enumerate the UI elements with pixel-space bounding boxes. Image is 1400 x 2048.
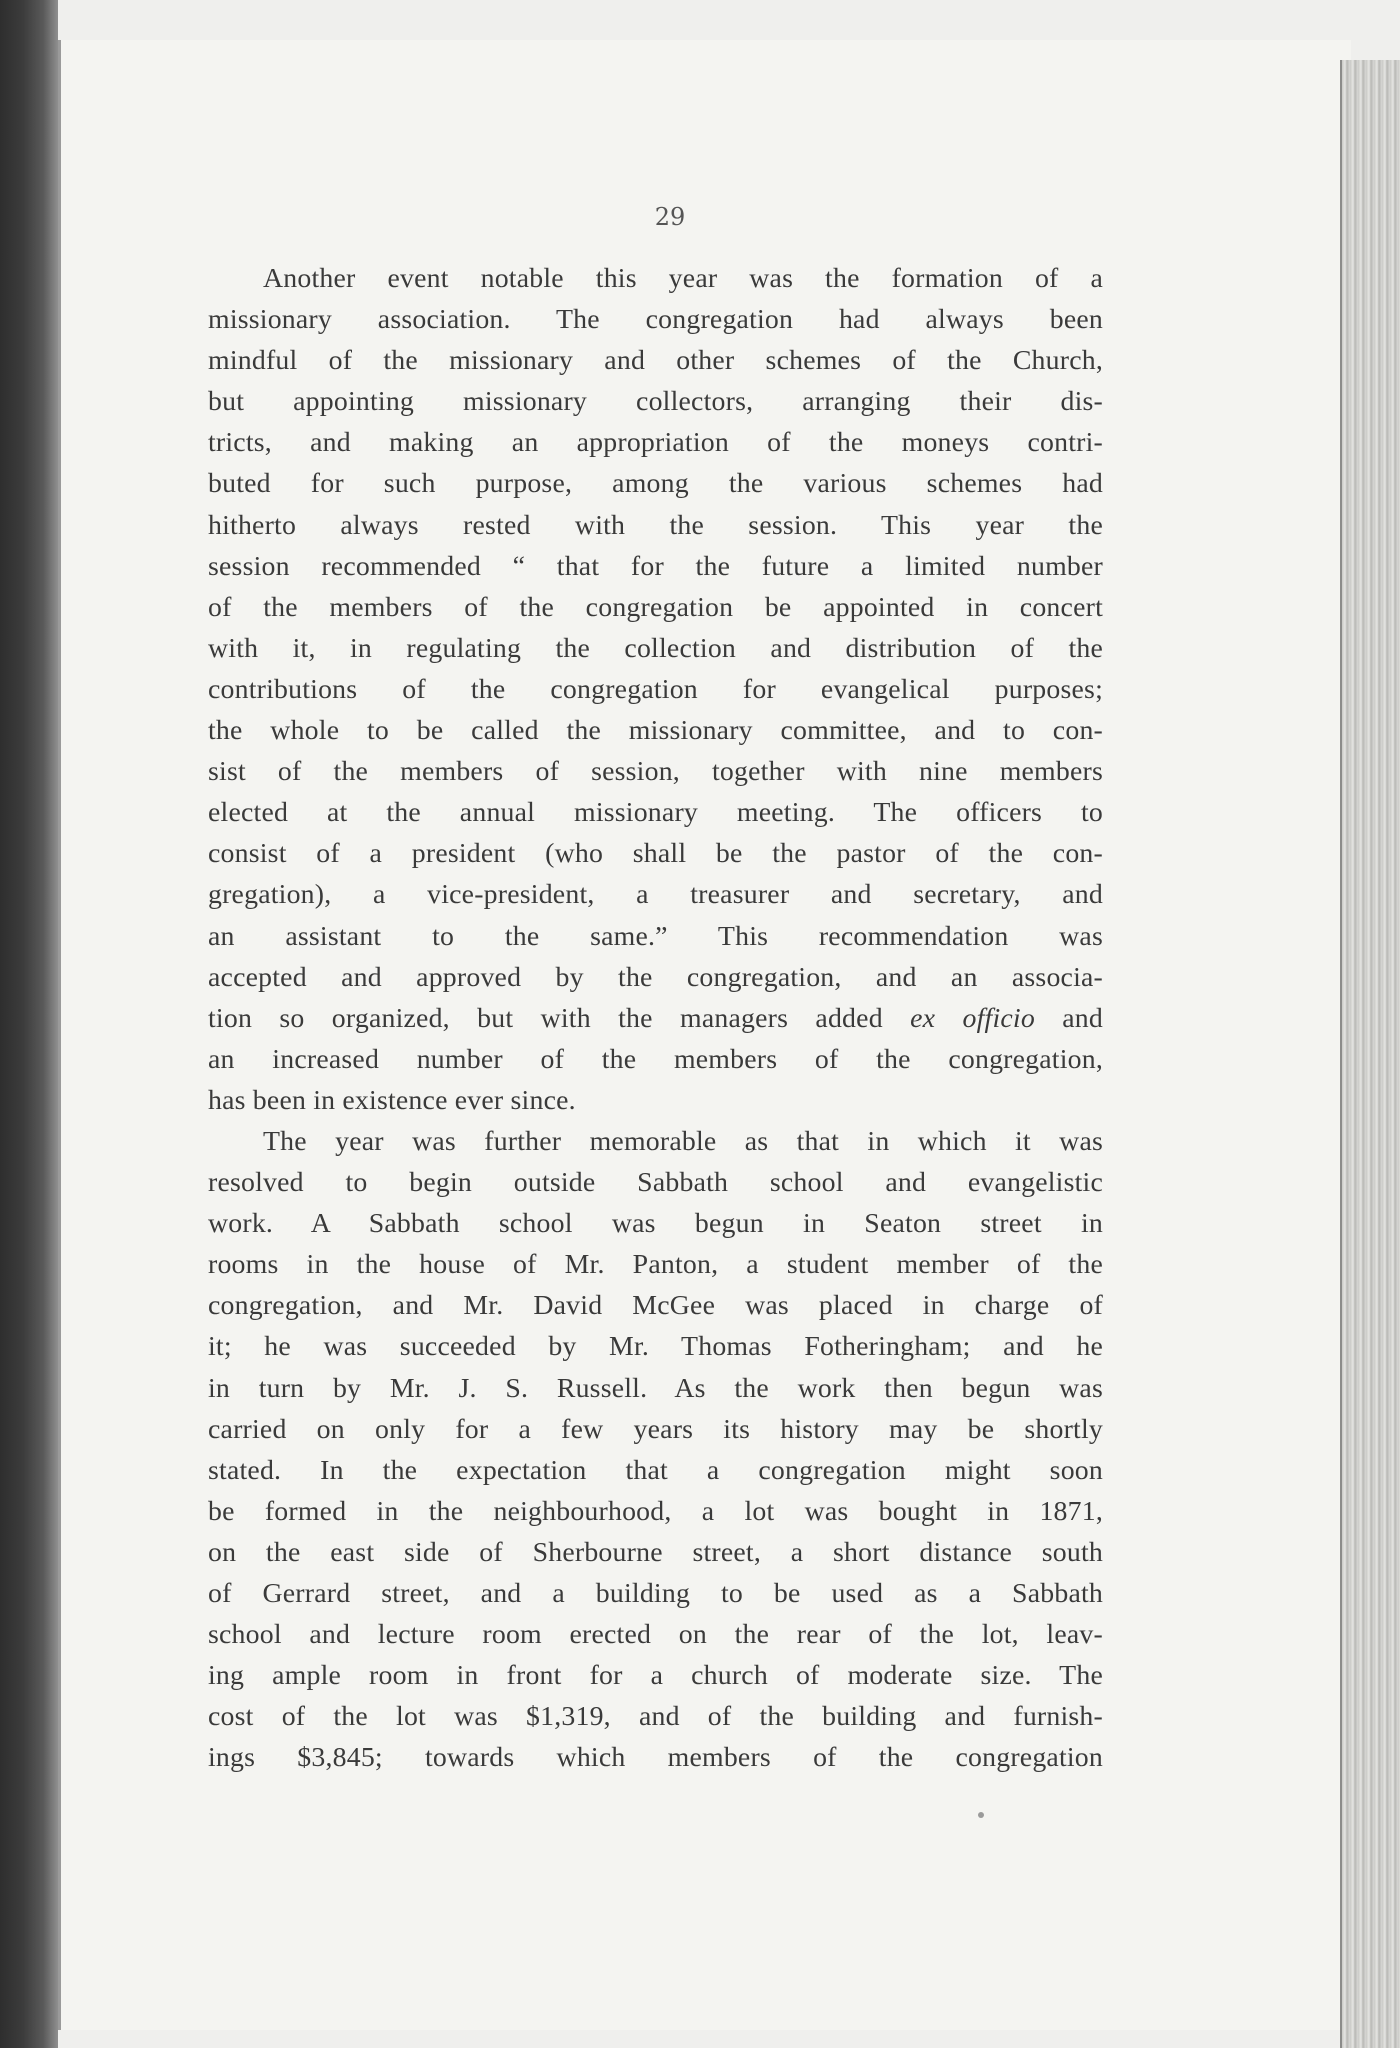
text-line: ings $3,845; towards which members of the congregation bbox=[208, 1742, 1103, 1774]
text-line: an increased number of the members of the congregation, bbox=[208, 1043, 1103, 1075]
body-text bbox=[208, 258, 1103, 1778]
text-line: stated. In the expectation that a congregation might soon bbox=[208, 1454, 1103, 1486]
text-line: of Gerrard street, and a building to be used as a Sabbath bbox=[208, 1578, 1103, 1609]
text-line: tricts, and making an appropriation of the moneys contri- bbox=[208, 427, 1103, 459]
text-fragment: tion so organized, but with the managers added bbox=[208, 1002, 911, 1034]
scan-speck bbox=[978, 1812, 984, 1818]
text-line: the whole to be called the missionary committee, and to con- bbox=[208, 715, 1103, 747]
text-line: an assistant to the same.” This recommendation was bbox=[208, 920, 1103, 952]
text-line: but appointing missionary collectors, arranging their dis- bbox=[208, 386, 1103, 418]
text-line: rooms in the house of Mr. Panton, a student member of the bbox=[208, 1249, 1103, 1281]
text-line: work. A Sabbath school was begun in Seaton street in bbox=[208, 1208, 1103, 1240]
text-line: school and lecture room erected on the rear of the lot, leav- bbox=[208, 1619, 1103, 1651]
text-line: ing ample room in front for a church of moderate size. The bbox=[208, 1660, 1103, 1692]
text-line: gregation), a vice-president, a treasurer and secretary, and bbox=[208, 879, 1103, 911]
text-line: sist of the members of session, together with nine members bbox=[208, 756, 1103, 788]
text-line: mindful of the missionary and other schemes of the Church, bbox=[208, 345, 1103, 377]
italic-term: ex officio bbox=[910, 1002, 1035, 1034]
text-line: has been in existence ever since. bbox=[208, 1084, 576, 1116]
text-line: accepted and approved by the congregation, and an associa- bbox=[208, 961, 1103, 993]
text-line: hitherto always rested with the session. This year the bbox=[208, 509, 1103, 541]
text-line: in turn by Mr. J. S. Russell. As the work then begun was bbox=[208, 1372, 1103, 1404]
text-line: on the east side of Sherbourne street, a short distance south bbox=[208, 1536, 1103, 1568]
text-line: The year was further memorable as that in which it was bbox=[263, 1125, 1103, 1157]
binding-gutter bbox=[0, 0, 58, 2048]
text-line: session recommended “ that for the future a limited number bbox=[208, 550, 1103, 582]
text-line: elected at the annual missionary meeting. The officers to bbox=[208, 797, 1103, 829]
text-line: with it, in regulating the collection and distribution of the bbox=[208, 632, 1103, 664]
text-line: carried on only for a few years its history may be shortly bbox=[208, 1413, 1103, 1445]
text-line-with-italic bbox=[208, 998, 1103, 1039]
text-line: of the members of the congregation be appointed in concert bbox=[208, 591, 1103, 623]
text-line: be formed in the neighbourhood, a lot was bought in 1871, bbox=[208, 1495, 1103, 1527]
text-line: resolved to begin outside Sabbath school and evangelistic bbox=[208, 1167, 1103, 1199]
text-line: it; he was succeeded by Mr. Thomas Fotheringham; and he bbox=[208, 1331, 1103, 1363]
text-line: consist of a president (who shall be the pastor of the con- bbox=[208, 838, 1103, 870]
page-edges bbox=[1340, 60, 1400, 2048]
page-number: 29 bbox=[654, 203, 686, 231]
text-line: congregation, and Mr. David McGee was placed in charge of bbox=[208, 1290, 1103, 1322]
text-line: contributions of the congregation for evangelical purposes; bbox=[208, 673, 1103, 705]
text-line: cost of the lot was $1,319, and of the building and furnish- bbox=[208, 1701, 1103, 1733]
text-line: missionary association. The congregation had always been bbox=[208, 304, 1103, 336]
text-line: Another event notable this year was the formation of a bbox=[263, 263, 1103, 294]
text-line: buted for such purpose, among the various schemes had bbox=[208, 468, 1103, 500]
text-fragment: and bbox=[1034, 1002, 1103, 1034]
